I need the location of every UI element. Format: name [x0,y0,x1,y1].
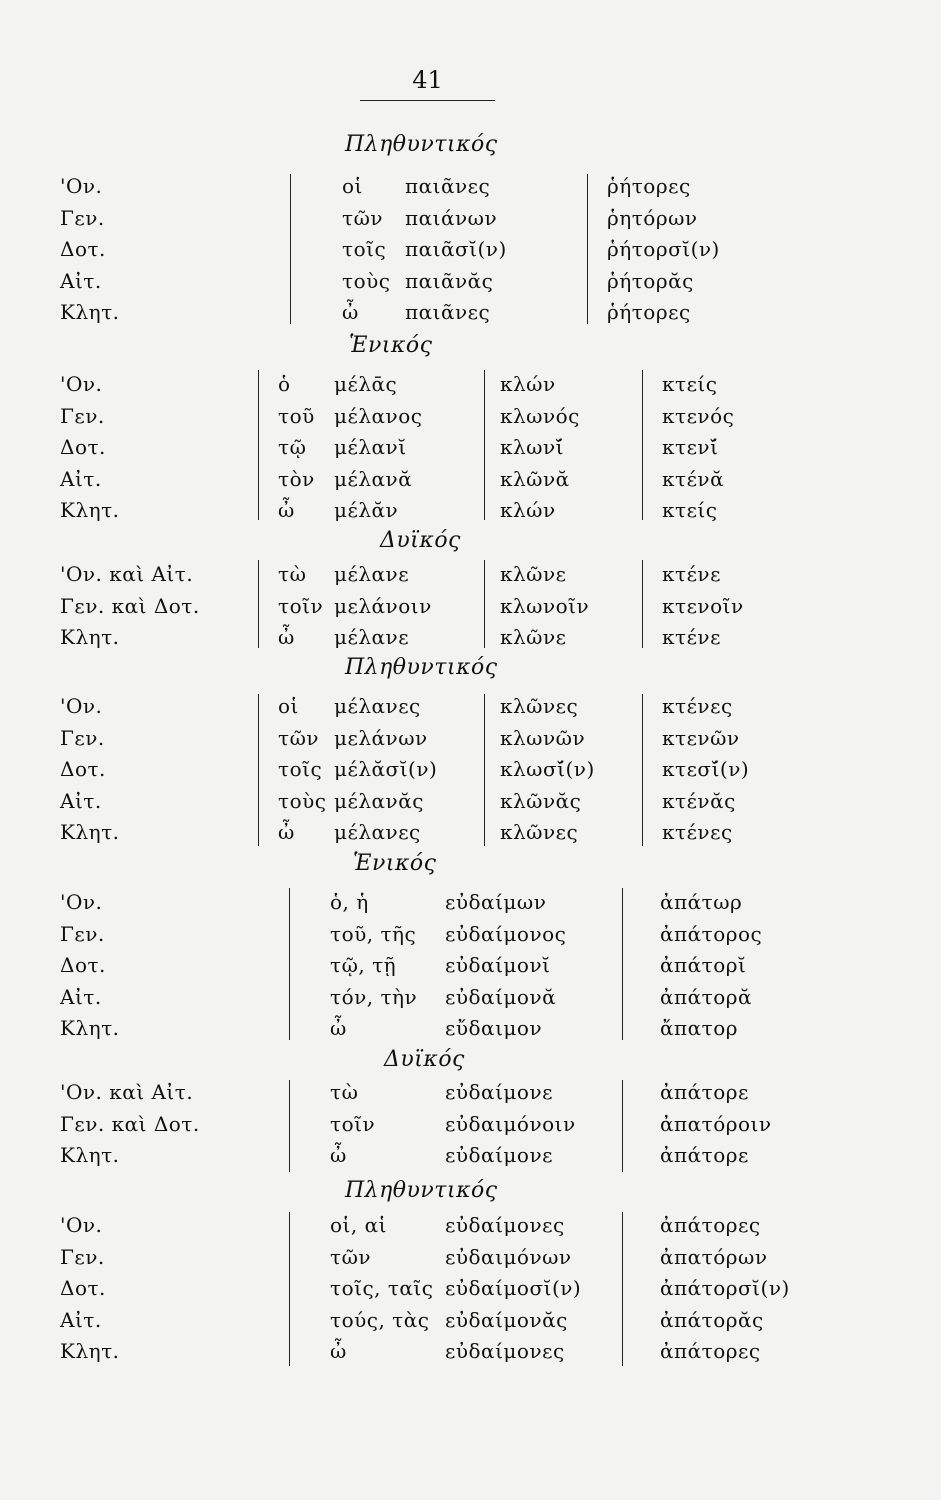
case-label: Κλητ. [60,820,120,844]
case-label: Γεν. [60,205,105,230]
word-form: κλωσῐ́(ν) [500,757,595,781]
declension-row [0,1016,941,1048]
article: ὁ [278,372,291,396]
article: ὁ, ἡ [330,890,369,914]
word-form: μελάνοιν [334,593,432,618]
declension-row [0,269,941,301]
declension-row [0,757,941,789]
word-form: κτένε [662,562,721,586]
section-heading: Πληθυντικός [345,655,498,680]
declension-row [0,1245,941,1277]
case-label: Γεν. [60,921,105,946]
word-form: κτενῐ́ [662,435,719,459]
word-form: μέλανε [334,625,410,649]
section-heading: Πληθυντικός [345,132,498,157]
word-form: εὐδαίμονᾰς [445,1307,568,1332]
case-label: Κλητ. [60,498,120,522]
article: τοῖς, ταῖς [330,1276,434,1300]
article: τοῦ, τῆς [330,921,417,946]
article: ὦ [278,498,295,522]
word-form: κτένε [662,625,721,649]
word-form: κτεσῐ́(ν) [662,757,750,781]
article: τὼ [278,562,307,586]
word-form: ἀπατόροιν [660,1111,772,1136]
case-label: Δοτ. [60,757,106,781]
article: ὦ [342,300,359,324]
declension-row [0,1339,941,1371]
word-form: μέλᾰσῐ(ν) [334,757,438,781]
word-form: εὐδαίμονῐ [445,953,551,977]
case-label: Γεν. [60,1244,105,1269]
case-label: Κλητ. [60,1016,120,1040]
word-form: κτένᾰ [662,466,725,491]
column-rule [289,888,290,1040]
case-label: Γεν. [60,403,105,428]
word-form: κτενῶν [662,725,740,750]
column-rule [484,694,485,846]
word-form: εὐδαίμοσῐ(ν) [445,1276,582,1300]
section-heading: Πληθυντικός [345,1178,498,1203]
word-form: εὐδαίμονε [445,1080,553,1104]
word-form: παιᾶσῐ(ν) [405,237,507,261]
word-form: παιᾶνᾰς [405,268,494,293]
word-form: κλών [500,372,556,396]
article: τῷ, τῇ [330,953,397,977]
column-rule [289,1212,290,1366]
word-form: ἀπάτορε [660,1143,749,1167]
word-form: κλῶνᾰς [500,788,582,813]
case-label: Αἰτ. [60,984,102,1009]
case-label: 'Ον. [60,694,103,718]
declension-row [0,1276,941,1308]
column-rule [622,1080,623,1172]
column-rule [642,370,643,520]
article: τοὺς [342,268,391,293]
word-form: ῥήτορες [607,174,691,198]
word-form: ἀπάτορες [660,1213,761,1237]
word-form: κλωνῐ́ [500,435,564,459]
word-form: παιᾶνες [405,174,491,198]
column-rule [642,560,643,648]
case-label: 'Ον. [60,372,103,396]
declension-row [0,1213,941,1245]
word-form: κλῶνᾰ [500,466,570,491]
page-number-rule [360,100,495,101]
word-form: μέλανᾰ [334,466,413,491]
declension-row [0,237,941,269]
declension-row [0,174,941,206]
case-label: Δοτ. [60,953,106,977]
column-rule [622,888,623,1040]
article: τοῖν [330,1111,376,1136]
case-label: 'Ον. καὶ Αἰτ. [60,562,194,586]
case-label: Κλητ. [60,300,120,324]
word-form: ἀπατόρων [660,1244,768,1269]
word-form: μέλανᾰς [334,788,424,813]
section-heading: Δυϊκός [380,528,461,553]
article: τῶν [342,205,384,230]
article: τοῦ [278,403,315,428]
article: τῷ [278,435,307,459]
case-label: 'Ον. [60,890,103,914]
section-heading: Δυϊκός [384,1047,465,1072]
word-form: κτενοῖν [662,593,744,618]
declension-row [0,435,941,467]
case-label: Κλητ. [60,1143,120,1167]
case-label: Δοτ. [60,435,106,459]
declension-row [0,694,941,726]
word-form: εὐδαίμων [445,890,547,914]
word-form: ῥήτορσῐ(ν) [607,237,720,261]
column-rule [622,1212,623,1366]
word-form: κλῶνες [500,694,579,718]
article: τούς, τὰς [330,1307,430,1332]
case-label: Δοτ. [60,237,106,261]
word-form: ἀπάτωρ [660,890,743,914]
word-form: εὐδαιμόνων [445,1244,572,1269]
word-form: ἀπάτορες [660,1339,761,1363]
word-form: κτείς [662,498,718,522]
column-rule [484,560,485,648]
word-form: εὐδαίμονᾰ [445,984,557,1009]
word-form: κτείς [662,372,718,396]
declension-row [0,922,941,954]
declension-row [0,985,941,1017]
word-form: ῥητόρων [607,205,698,230]
word-form: κλῶνε [500,625,567,649]
word-form: μέλανῐ [334,435,407,459]
word-form: εὐδαίμονες [445,1339,565,1363]
word-form: μέλανος [334,403,423,428]
declension-row [0,726,941,758]
article: ὦ [278,820,295,844]
word-form: κλωνοῖν [500,593,590,618]
declension-row [0,890,941,922]
case-label: Αἰτ. [60,466,102,491]
article: τῶν [278,725,320,750]
word-form: κτένες [662,820,733,844]
case-label: 'Ον. καὶ Αἰτ. [60,1080,194,1104]
column-rule [258,694,259,846]
declension-row [0,404,941,436]
declension-row [0,1112,941,1144]
article: τὸν [278,466,315,491]
case-label: Αἰτ. [60,268,102,293]
word-form: κτένᾰς [662,788,736,813]
word-form: κλών [500,498,556,522]
word-form: κτένες [662,694,733,718]
word-form: ἀπάτορῐ [660,953,747,977]
word-form: μέλᾱς [334,372,398,396]
declension-row [0,562,941,594]
word-form: εὐδαίμονες [445,1213,565,1237]
section-heading: Ἑνικός [353,851,437,876]
article: οἱ [278,694,299,718]
declension-row [0,1143,941,1175]
declension-row [0,206,941,238]
declension-row [0,372,941,404]
column-rule [587,174,588,324]
declension-row [0,594,941,626]
word-form: εὔδαιμον [445,1016,543,1040]
article: ὦ [330,1339,347,1363]
word-form: ἄπατορ [660,1016,739,1040]
declension-row [0,625,941,657]
article: οἱ, αἱ [330,1213,387,1237]
word-form: μελάνων [334,725,428,750]
word-form: ἀπάτορος [660,921,763,946]
article: τῶν [330,1244,372,1269]
column-rule [258,560,259,648]
article: τόν, τὴν [330,984,418,1009]
article: ὦ [330,1016,347,1040]
word-form: μέλανε [334,562,410,586]
word-form: ῥήτορᾰς [607,268,694,293]
column-rule [258,370,259,520]
declension-row [0,498,941,530]
word-form: ἀπάτορᾰ [660,984,753,1009]
case-label: Αἰτ. [60,1307,102,1332]
article: ὦ [278,625,295,649]
column-rule [642,694,643,846]
case-label: Δοτ. [60,1276,106,1300]
article: τοῖς [278,757,323,781]
declension-row [0,789,941,821]
case-label: Κλητ. [60,1339,120,1363]
page-number: 41 [412,66,443,94]
article: τοῖς [342,237,387,261]
word-form: κλωνός [500,403,580,428]
word-form: ῥήτορες [607,300,691,324]
word-form: κλωνῶν [500,725,586,750]
column-rule [484,370,485,520]
case-label: Γεν. [60,725,105,750]
declension-row [0,467,941,499]
word-form: κτενός [662,403,735,428]
case-label: 'Ον. [60,174,103,198]
article: τοῖν [278,593,324,618]
article: τοὺς [278,788,327,813]
word-form: ἀπάτορε [660,1080,749,1104]
section-heading: Ἑνικός [349,333,433,358]
word-form: εὐδαίμονε [445,1143,553,1167]
word-form: μέλᾰν [334,498,399,522]
word-form: κλῶνες [500,820,579,844]
article: τὼ [330,1080,359,1104]
declension-row [0,1308,941,1340]
case-label: Κλητ. [60,625,120,649]
column-rule [290,174,291,324]
article: οἱ [342,174,363,198]
word-form: παιᾶνες [405,300,491,324]
word-form: ἀπάτορσῐ(ν) [660,1276,790,1300]
declension-row [0,820,941,852]
column-rule [289,1080,290,1172]
case-label: Γεν. καὶ Δοτ. [60,1111,200,1136]
word-form: εὐδαίμονος [445,921,567,946]
word-form: ἀπάτορᾰς [660,1307,764,1332]
word-form: παιάνων [405,205,498,230]
word-form: κλῶνε [500,562,567,586]
case-label: Αἰτ. [60,788,102,813]
case-label: 'Ον. [60,1213,103,1237]
word-form: μέλανες [334,820,421,844]
article: ὦ [330,1143,347,1167]
word-form: εὐδαιμόνοιν [445,1111,576,1136]
case-label: Γεν. καὶ Δοτ. [60,593,200,618]
declension-row [0,300,941,332]
word-form: μέλανες [334,694,421,718]
declension-row [0,1080,941,1112]
declension-row [0,953,941,985]
